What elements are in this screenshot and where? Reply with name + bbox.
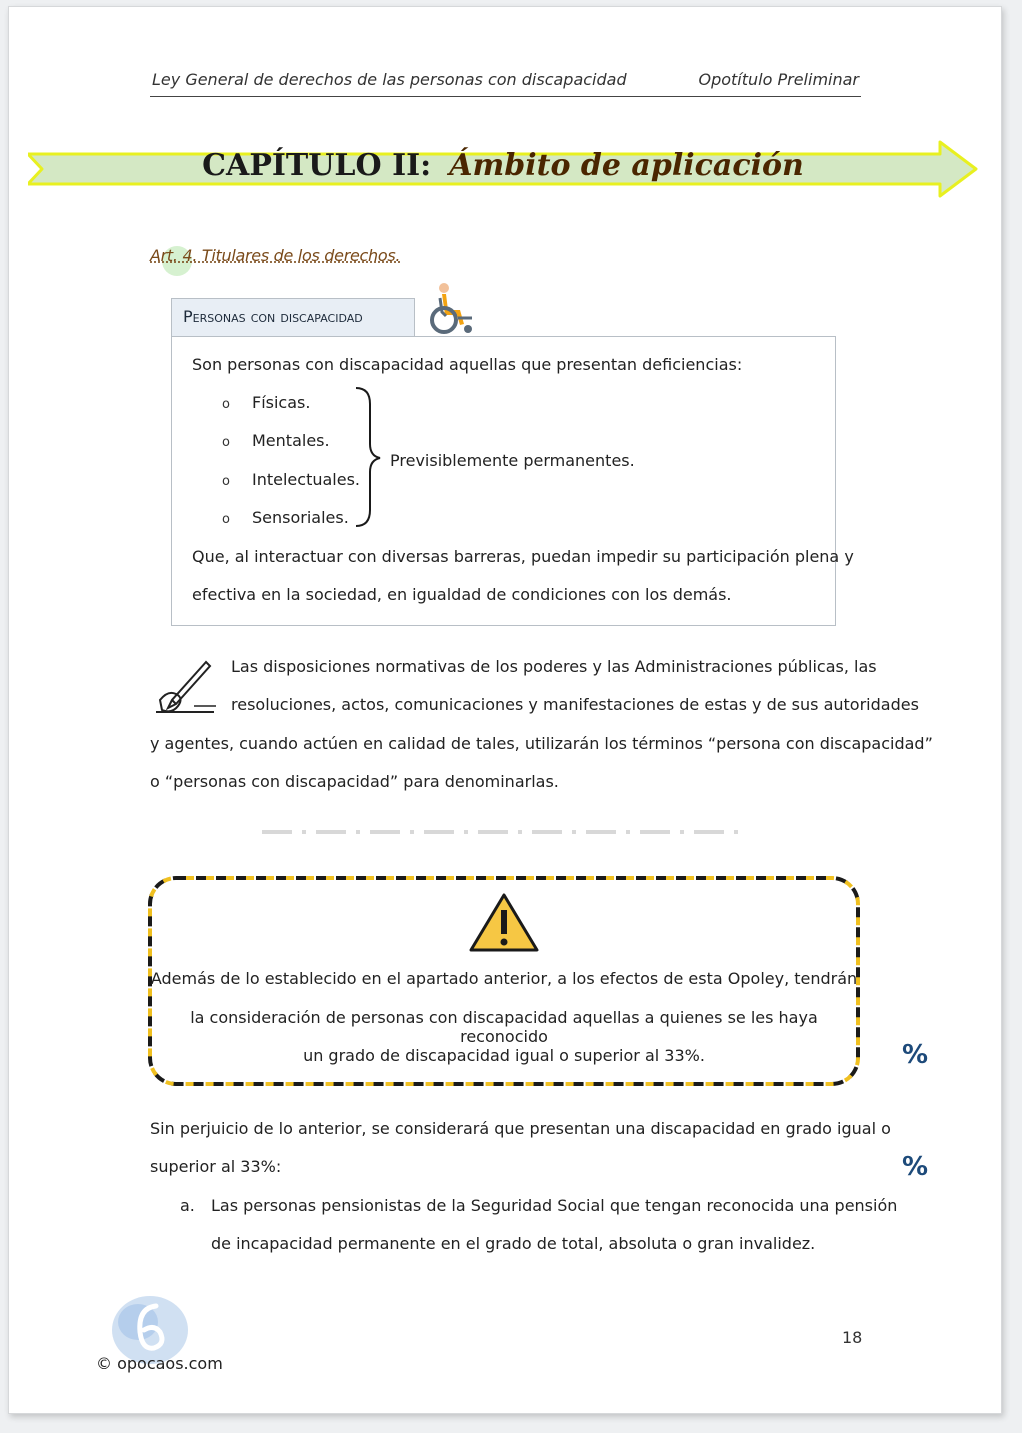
page-header <box>150 68 861 97</box>
chapter-name: Ámbito de aplicación <box>449 148 804 183</box>
list-item-fisicas: Físicas. <box>252 393 311 412</box>
chapter-number: CAPÍTULO II: <box>202 148 432 183</box>
warning-box <box>148 876 860 1086</box>
pen-writing-icon <box>154 660 218 718</box>
box-tab-label: Personas con discapacidad <box>171 298 415 336</box>
note-line-4: o “personas con discapacidad” para denominarlas. <box>150 772 559 791</box>
box-closing-line-2: efectiva en la sociedad, en igualdad de condiciones con los demás. <box>192 585 732 604</box>
warning-triangle-icon <box>468 892 540 954</box>
percent-icon: % <box>902 1152 929 1182</box>
note-line-1: Las disposiciones normativas de los poderes y las Administraciones públicas, las <box>231 657 877 676</box>
curly-brace <box>350 386 384 528</box>
note-line-2: resoluciones, actos, comunicaciones y manifestaciones de estas y de sus autoridades <box>231 695 919 714</box>
page-number: 18 <box>842 1328 863 1347</box>
item-a-line-1: Las personas pensionistas de la Seguridad Social que tengan reconocida una pensión <box>211 1196 898 1215</box>
percent-icon: % <box>902 1040 929 1070</box>
list-bullet: o <box>222 397 230 412</box>
warning-line-3: un grado de discapacidad igual o superior al 33%. <box>303 1046 705 1065</box>
note-line-3: y agentes, cuando actúen en calidad de tales, utilizarán los términos “persona con discapacidad” <box>150 734 933 753</box>
footer-brand: © opocaos.com <box>96 1354 223 1373</box>
list-bullet: o <box>222 512 230 527</box>
list-bullet: o <box>222 435 230 450</box>
item-a-line-2: de incapacidad permanente en el grado de total, absoluta o gran invalidez. <box>211 1234 816 1253</box>
list-item-mentales: Mentales. <box>252 431 330 450</box>
warning-line-1: Además de lo establecido en el apartado anterior, a los efectos de esta Opoley, tendrán <box>150 969 858 988</box>
item-a-marker: a. <box>180 1196 195 1215</box>
paragraph-line-2: superior al 33%: <box>150 1157 282 1176</box>
header-section: Opotítulo Preliminar <box>698 70 859 89</box>
list-item-intelectuales: Intelectuales. <box>252 470 360 489</box>
brace-label: Previsiblemente permanentes. <box>390 451 635 470</box>
definition-box <box>171 336 854 626</box>
list-bullet: o <box>222 474 230 489</box>
warning-line-2: la consideración de personas con discapacidad aquellas a quienes se les haya reconocido <box>190 1008 818 1046</box>
box-intro: Son personas con discapacidad aquellas que presentan deficiencias: <box>192 355 743 374</box>
paragraph-line-1: Sin perjuicio de lo anterior, se considerará que presentan una discapacidad en grado igual o <box>150 1119 891 1138</box>
chapter-banner <box>28 140 978 200</box>
article-title: Art. 4. Titulares de los derechos. <box>150 246 401 265</box>
box-closing-line-1: Que, al interactuar con diversas barreras, puedan impedir su participación plena y <box>192 547 854 566</box>
wheelchair-icon <box>424 280 480 336</box>
section-divider <box>262 828 744 836</box>
list-item-sensoriales: Sensoriales. <box>252 508 349 527</box>
chapter-title <box>28 148 978 183</box>
header-document-title: Ley General de derechos de las personas con discapacidad <box>152 70 627 89</box>
